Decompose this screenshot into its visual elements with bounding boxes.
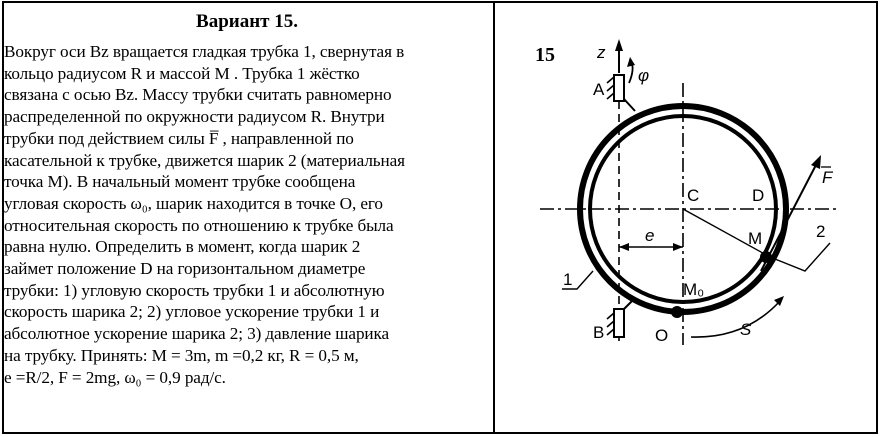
statement-line: равна нулю. Определить в момент, когда шарик 2	[4, 237, 361, 257]
tube-1-label: 1	[563, 270, 573, 289]
bearing-a-hatch	[607, 77, 614, 83]
bearing-b-hatch	[607, 313, 614, 319]
statement-line: относительная скорость по отношению к трубке была	[4, 215, 394, 235]
bearing-b-hatch	[607, 321, 614, 327]
point-b-label: B	[593, 323, 605, 342]
variant-title: Вариант 15.	[196, 11, 298, 32]
axis-tube-connector	[624, 300, 633, 309]
bearing-a-hatch	[607, 85, 614, 91]
bearing-b	[614, 309, 624, 337]
figure-number: 15	[535, 44, 555, 66]
mechanics-figure	[495, 3, 876, 432]
point-m-label: M	[748, 229, 763, 248]
statement-line: угловая скорость ω₀, шарик находится в точке O, его	[4, 193, 383, 213]
statement-line: Вокруг оси Bz вращается гладкая трубка 1, свернутая в	[4, 42, 405, 61]
axis-tube-connector	[624, 99, 635, 111]
point-a-label: A	[593, 80, 605, 99]
offset-e-label: e	[645, 226, 655, 245]
statement-line: кольцо радиусом R и массой M . Трубка 1 жёстко	[4, 63, 360, 83]
bearing-a	[614, 75, 624, 101]
figure-cell	[495, 3, 876, 432]
statement-line: трубки: 1) угловую скорость трубки 1 и абсолютную	[4, 280, 385, 300]
force-f-arrowhead	[811, 155, 821, 169]
problem-text-cell	[4, 10, 490, 388]
rotation-arrowhead	[627, 57, 635, 67]
bearing-a-hatch	[607, 93, 614, 99]
point-d-label: D	[752, 186, 765, 205]
statement-line: займет положение D на горизонтальном диаметре	[4, 259, 366, 279]
statement-line: касательной к трубке, движется шарик 2 (материальная	[4, 150, 405, 170]
statement-line: абсолютное ускорение шарика 2; 3) давление шарика	[4, 324, 390, 344]
statement-line: e =R/2, F = 2mg, ω₀ = 0,9 рад/с.	[4, 367, 226, 387]
statement-line: связана с осью Bz. Массу трубки считать равномерно	[4, 85, 392, 105]
angle-phi-label: φ	[638, 66, 650, 85]
statement-line: скорость шарика 2; 2) угловое ускорение трубки 1 и	[4, 302, 380, 322]
arc-s-label: S	[740, 320, 752, 339]
bearing-b-hatch	[607, 329, 614, 335]
dimension-e-arrow-left	[619, 243, 629, 251]
point-m0-label: M₀	[683, 280, 705, 299]
problem-statement	[4, 41, 490, 388]
z-arrowhead	[615, 39, 623, 51]
statement-line: точка M). В начальный момент трубке сообщена	[4, 172, 356, 192]
statement-line: трубки под действием силы F̅ , направленной по	[4, 128, 354, 148]
axis-z-label: z	[597, 43, 606, 62]
arc-s-line	[691, 301, 780, 337]
statement-line: распределенной по окружности радиусом R. Внутри	[4, 107, 385, 127]
dimension-e-arrow-right	[673, 243, 683, 251]
ball-2-label: 2	[816, 222, 826, 241]
center-c-label: C	[687, 186, 700, 205]
point-o-label: O	[655, 326, 669, 345]
statement-line: на трубку. Принять: M = 3m, m =0,2 кг, R = 0,5 м,	[4, 345, 359, 365]
arc-s-arrowhead	[774, 296, 784, 306]
force-f-label: F	[822, 168, 833, 187]
ball-m0	[671, 306, 683, 318]
